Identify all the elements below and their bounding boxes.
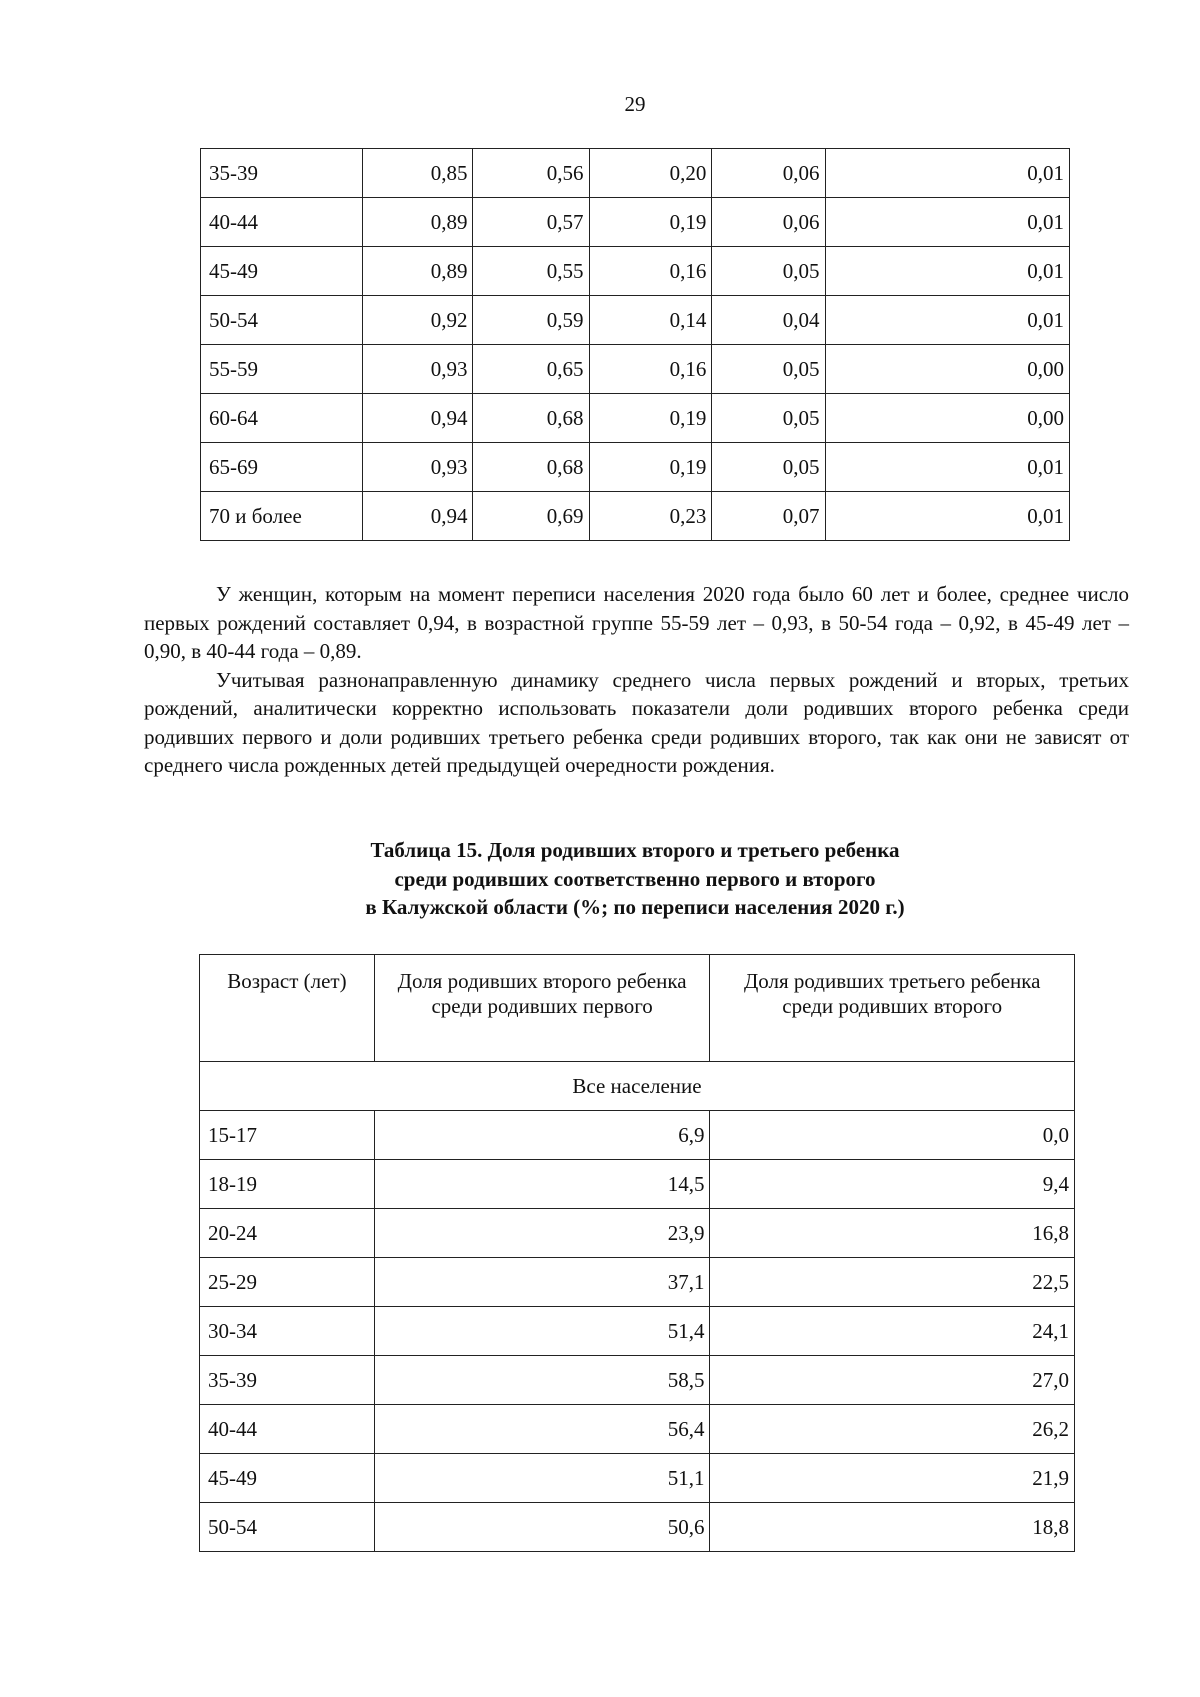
age-cell: 70 и более — [201, 492, 363, 541]
value-cell: 0,94 — [363, 394, 473, 443]
value-cell: 0,85 — [363, 149, 473, 198]
caption-line: среди родивших соответственно первого и второго — [394, 866, 876, 891]
age-cell: 20-24 — [200, 1209, 375, 1258]
table-row — [200, 1454, 1075, 1503]
table-row — [200, 1307, 1075, 1356]
value-cell: 0,01 — [825, 492, 1069, 541]
age-cell: 30-34 — [200, 1307, 375, 1356]
section-label: Все население — [200, 1062, 1075, 1111]
value-cell: 0,05 — [712, 394, 825, 443]
second-share-cell: 37,1 — [374, 1258, 710, 1307]
value-cell: 0,65 — [473, 345, 589, 394]
second-share-cell: 58,5 — [374, 1356, 710, 1405]
value-cell: 0,92 — [363, 296, 473, 345]
caption-line: Таблица 15. Доля родивших второго и третьего ребенка — [370, 838, 900, 862]
value-cell: 0,01 — [825, 198, 1069, 247]
age-cell: 50-54 — [201, 296, 363, 345]
section-row — [200, 1062, 1075, 1111]
paragraph: Учитывая разнонаправленную динамику среднего числа первых рождений и вторых, третьих рождений, аналитически корректно использовать показатели доли родивших второго ребенка среди родивших первого и доли родивших третьего ребенка среди родивших второго, так как они не зависят от среднего числа рожденных детей предыдущей очередности рождения. — [144, 667, 1129, 777]
third-share-cell: 9,4 — [710, 1160, 1075, 1209]
age-cell: 55-59 — [201, 345, 363, 394]
value-cell: 0,06 — [712, 198, 825, 247]
age-cell: 50-54 — [200, 1503, 375, 1552]
third-share-cell: 16,8 — [710, 1209, 1075, 1258]
header-age: Возраст (лет) — [200, 955, 375, 1062]
value-cell: 0,01 — [825, 296, 1069, 345]
table-row — [200, 1160, 1075, 1209]
value-cell: 0,57 — [473, 198, 589, 247]
second-share-cell: 56,4 — [374, 1405, 710, 1454]
age-cell: 45-49 — [200, 1454, 375, 1503]
value-cell: 0,14 — [589, 296, 712, 345]
value-cell: 0,00 — [825, 345, 1069, 394]
value-cell: 0,01 — [825, 149, 1069, 198]
value-cell: 0,59 — [473, 296, 589, 345]
value-cell: 0,04 — [712, 296, 825, 345]
value-cell: 0,19 — [589, 394, 712, 443]
age-cell: 60-64 — [201, 394, 363, 443]
table-row — [201, 394, 1070, 443]
value-cell: 0,19 — [589, 443, 712, 492]
header-third-child: Доля родивших третьего ребенка среди родивших второго — [710, 955, 1075, 1062]
value-cell: 0,01 — [825, 247, 1069, 296]
value-cell: 0,19 — [589, 198, 712, 247]
third-share-cell: 27,0 — [710, 1356, 1075, 1405]
age-cell: 40-44 — [201, 198, 363, 247]
age-cell: 18-19 — [200, 1160, 375, 1209]
value-cell: 0,05 — [712, 443, 825, 492]
value-cell: 0,01 — [825, 443, 1069, 492]
parity-table — [200, 148, 1070, 541]
value-cell: 0,89 — [363, 198, 473, 247]
third-share-cell: 0,0 — [710, 1111, 1075, 1160]
third-share-cell: 26,2 — [710, 1405, 1075, 1454]
body-text — [144, 580, 1129, 780]
table-row — [201, 345, 1070, 394]
age-cell: 45-49 — [201, 247, 363, 296]
table-row — [200, 1258, 1075, 1307]
table-row — [201, 443, 1070, 492]
share-table — [199, 954, 1075, 1552]
table-row — [201, 149, 1070, 198]
value-cell: 0,68 — [473, 443, 589, 492]
table-row — [200, 1503, 1075, 1552]
second-share-cell: 51,4 — [374, 1307, 710, 1356]
value-cell: 0,56 — [473, 149, 589, 198]
table-row — [200, 1356, 1075, 1405]
table-row — [201, 492, 1070, 541]
value-cell: 0,69 — [473, 492, 589, 541]
table-caption — [200, 836, 1070, 922]
share-table-body — [200, 1062, 1075, 1552]
table-row — [201, 247, 1070, 296]
parity-table-body — [201, 149, 1070, 541]
age-cell: 65-69 — [201, 443, 363, 492]
table-row — [200, 1111, 1075, 1160]
header-row — [200, 955, 1075, 1062]
age-cell: 40-44 — [200, 1405, 375, 1454]
table-row — [200, 1209, 1075, 1258]
header-second-child: Доля родивших второго ребенка среди родивших первого — [374, 955, 710, 1062]
page-number: 29 — [624, 92, 646, 116]
value-cell: 0,16 — [589, 345, 712, 394]
paragraph: У женщин, которым на момент переписи населения 2020 года было 60 лет и более, среднее число первых рождений составляет 0,94, в возрастной группе 55-59 лет – 0,93, в 50-54 года – 0,92, в 45-49 лет – 0,90, в 40-44 года – 0,89. — [144, 582, 1129, 663]
age-cell: 15-17 — [200, 1111, 375, 1160]
third-share-cell: 24,1 — [710, 1307, 1075, 1356]
second-share-cell: 51,1 — [374, 1454, 710, 1503]
value-cell: 0,55 — [473, 247, 589, 296]
value-cell: 0,07 — [712, 492, 825, 541]
second-share-cell: 6,9 — [374, 1111, 710, 1160]
third-share-cell: 18,8 — [710, 1503, 1075, 1552]
age-cell: 25-29 — [200, 1258, 375, 1307]
table-row — [200, 1405, 1075, 1454]
value-cell: 0,23 — [589, 492, 712, 541]
value-cell: 0,05 — [712, 345, 825, 394]
value-cell: 0,20 — [589, 149, 712, 198]
value-cell: 0,89 — [363, 247, 473, 296]
age-cell: 35-39 — [201, 149, 363, 198]
value-cell: 0,68 — [473, 394, 589, 443]
table-row — [201, 198, 1070, 247]
age-cell: 35-39 — [200, 1356, 375, 1405]
value-cell: 0,00 — [825, 394, 1069, 443]
value-cell: 0,05 — [712, 247, 825, 296]
second-share-cell: 50,6 — [374, 1503, 710, 1552]
table-row — [201, 296, 1070, 345]
caption-line: в Калужской области (%; по переписи населения 2020 г.) — [365, 895, 905, 919]
value-cell: 0,16 — [589, 247, 712, 296]
third-share-cell: 22,5 — [710, 1258, 1075, 1307]
value-cell: 0,94 — [363, 492, 473, 541]
second-share-cell: 14,5 — [374, 1160, 710, 1209]
second-share-cell: 23,9 — [374, 1209, 710, 1258]
value-cell: 0,06 — [712, 149, 825, 198]
third-share-cell: 21,9 — [710, 1454, 1075, 1503]
value-cell: 0,93 — [363, 443, 473, 492]
value-cell: 0,93 — [363, 345, 473, 394]
